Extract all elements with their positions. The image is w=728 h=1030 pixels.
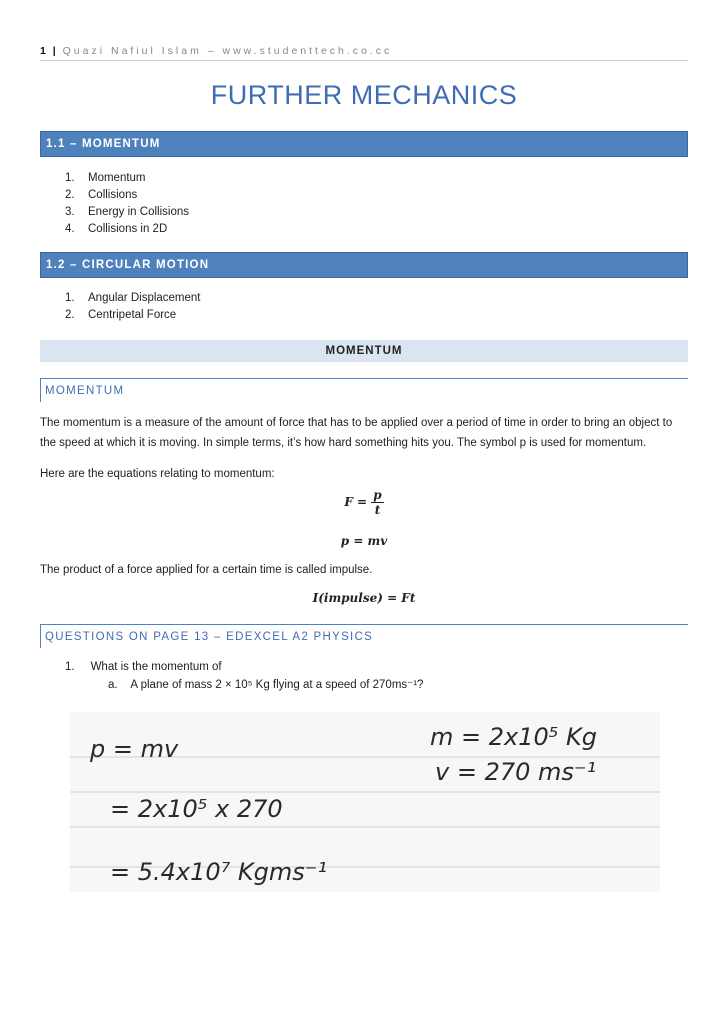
chapter-band-label: MOMENTUM: [325, 345, 403, 357]
header-separator: |: [52, 45, 57, 57]
equations-intro: Here are the equations relating to momentum:: [40, 468, 275, 480]
header-divider: [40, 60, 688, 61]
list-item: 2. Centripetal Force: [65, 309, 177, 321]
section-bar-momentum: [40, 131, 688, 157]
question-1a: a. A plane of mass 2 × 10⁵ Kg flying at a speed of 270ms⁻¹?: [108, 679, 424, 691]
question-1: 1. What is the momentum of: [65, 661, 222, 673]
list-item: 1. Momentum: [65, 172, 146, 184]
momentum-definition: The momentum is a measure of the amount of force that has to be applied over a period of time in order to bring an object to the speed at which it is moving. In simple terms, it’s how hard something hits you. The symbol p is used for momentum.: [40, 417, 673, 449]
handwritten-line: = 5.4x10⁷ Kgms⁻¹: [110, 858, 328, 886]
section-heading: 1.2 – CIRCULAR MOTION: [46, 259, 210, 271]
handwritten-answer-image: [70, 712, 660, 892]
document-title: FURTHER MECHANICS: [210, 80, 518, 110]
handwritten-line: v = 270 ms⁻¹: [435, 758, 597, 786]
impulse-text: The product of a force applied for a certain time is called impulse.: [40, 564, 373, 576]
page-number: 1: [40, 45, 47, 57]
section-bar-circular-motion: [40, 252, 688, 278]
header-text: Quazi Nafiul Islam – www.studenttech.co.cc: [62, 45, 393, 57]
list-item: 3. Energy in Collisions: [65, 206, 189, 218]
equation-momentum: p = mv: [340, 534, 388, 548]
section-header-questions: [40, 624, 688, 648]
page-header: [40, 45, 392, 57]
section-heading: 1.1 – MOMENTUM: [46, 138, 161, 150]
circular-motion-topics-list: [40, 290, 201, 324]
equation-force: F = $\frac{p}{t}$: [344, 488, 382, 517]
section-heading: MOMENTUM: [45, 385, 125, 397]
section-header-momentum: [40, 378, 688, 402]
list-item: 1. Angular Displacement: [65, 292, 201, 304]
equation-impulse: I(impulse) = Ft: [312, 591, 416, 605]
handwritten-line: p = mv: [90, 735, 179, 763]
handwritten-line: = 2x10⁵ x 270: [110, 795, 283, 823]
list-item: 2. Collisions: [65, 189, 138, 201]
chapter-band: [40, 340, 688, 362]
handwritten-line: m = 2x10⁵ Kg: [430, 723, 597, 751]
momentum-topics-list: [40, 170, 189, 238]
section-heading: QUESTIONS ON PAGE 13 – EDEXCEL A2 PHYSICS: [45, 631, 374, 643]
list-item: 4. Collisions in 2D: [65, 223, 168, 235]
